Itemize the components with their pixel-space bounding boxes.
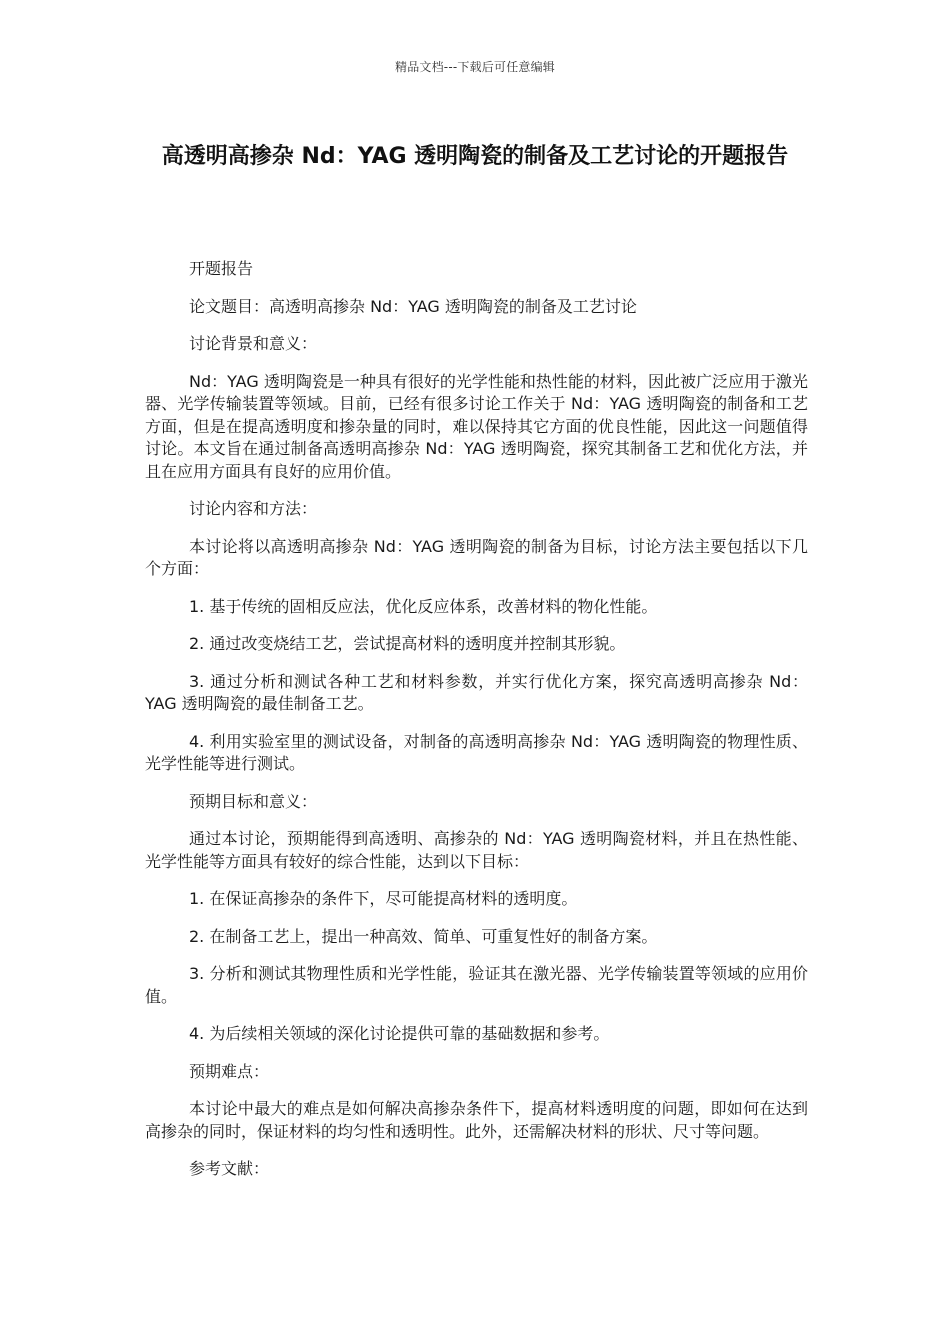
list-item-goal-3: 3. 分析和测试其物理性质和光学性能，验证其在激光器、光学传输装置等领域的应用价值。: [145, 964, 808, 1006]
paragraph-background: Nd：YAG 透明陶瓷是一种具有很好的光学性能和热性能的材料，因此被广泛应用于激光器、光学传输装置等领域。目前，已经有很多讨论工作关于 Nd：YAG 透明陶瓷的制备和工艺方面，但是在提高透明度和掺杂量的同时，难以保持其它方面的优良性能，因此这一问题值得讨论。本文旨在通过制备高透明高掺杂 Nd：YAG 透明陶瓷，探究其制备工艺和优化方法，并且在应用方面具有良好的应用价值。: [145, 371, 808, 481]
heading-goals: 预期目标和意义：: [189, 791, 318, 811]
list-item-goal-4: 4. 为后续相关领域的深化讨论提供可靠的基础数据和参考。: [189, 1024, 610, 1043]
document-title: 高透明高掺杂 Nd：YAG 透明陶瓷的制备及工艺讨论的开题报告: [161, 144, 789, 169]
list-item-goal-2: 2. 在制备工艺上，提出一种高效、简单、可重复性好的制备方案。: [189, 926, 658, 946]
paragraph-difficulties: 本讨论中最大的难点是如何解决高掺杂条件下，提高材料透明度的问题，即如何在达到高掺杂的同时，保证材料的均匀性和透明性。此外，还需解决材料的形状、尺寸等问题。: [145, 1099, 808, 1141]
list-item-method-3: 3. 通过分析和测试各种工艺和材料参数，并实行优化方案，探究高透明高掺杂 Nd：YAG 透明陶瓷的最佳制备工艺。: [145, 671, 808, 713]
list-item-method-4: 4. 利用实验室里的测试设备，对制备的高透明高掺杂 Nd：YAG 透明陶瓷的物理性质、光学性能等进行测试。: [145, 731, 808, 773]
paragraph-thesis-title: 论文题目：高透明高掺杂 Nd：YAG 透明陶瓷的制备及工艺讨论: [189, 296, 637, 316]
header-note: 精品文档---下载后可任意编辑: [395, 60, 555, 74]
document-body: [145, 258, 808, 1196]
heading-background: 讨论背景和意义：: [189, 334, 318, 353]
list-item-method-2: 2. 通过改变烧结工艺，尝试提高材料的透明度并控制其形貌。: [189, 634, 626, 653]
paragraph-goals-intro: 通过本讨论，预期能得到高透明、高掺杂的 Nd：YAG 透明陶瓷材料，并且在热性能、光学性能等方面具有较好的综合性能，达到以下目标：: [145, 829, 808, 871]
list-item-method-1: 1. 基于传统的固相反应法，优化反应体系，改善材料的物化性能。: [189, 596, 658, 616]
heading-difficulties: 预期难点：: [189, 1061, 270, 1081]
list-item-goal-1: 1. 在保证高掺杂的条件下，尽可能提高材料的透明度。: [189, 889, 578, 908]
heading-content-method: 讨论内容和方法：: [189, 499, 318, 518]
heading-references: 参考文献：: [189, 1159, 270, 1178]
paragraph-content-intro: 本讨论将以高透明高掺杂 Nd：YAG 透明陶瓷的制备为目标，讨论方法主要包括以下几个方面：: [145, 536, 808, 578]
paragraph-report-label: 开题报告: [189, 259, 254, 278]
